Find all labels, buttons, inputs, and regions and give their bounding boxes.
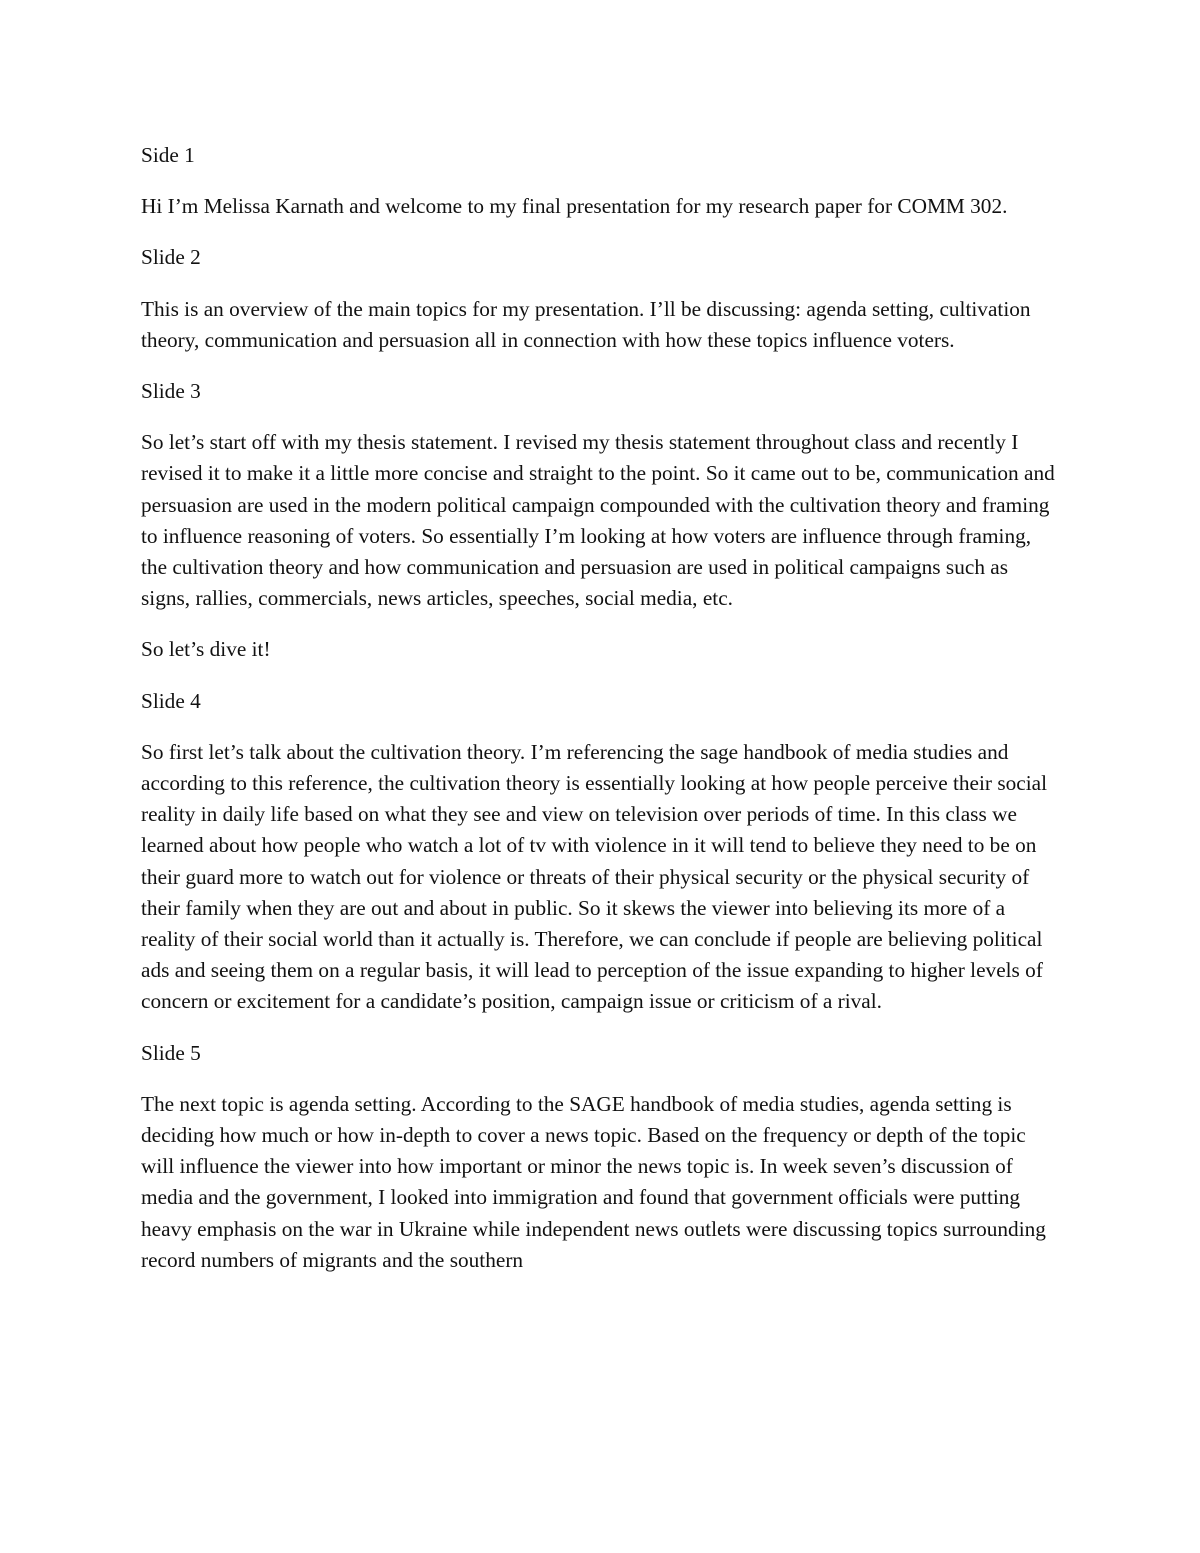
heading-side-1: Side 1: [141, 143, 195, 167]
document-body: [141, 140, 1061, 1296]
paragraph-dive-in: So let’s dive it!: [141, 637, 271, 662]
heading-slide-3: Slide 3: [141, 379, 201, 404]
heading-slide-2: Slide 2: [141, 245, 201, 270]
paragraph-agenda-setting: The next topic is agenda setting. According to the SAGE handbook of media studies, agenda setting is deciding how much or how in-depth to cover a news topic. Based on the frequency or depth of the topic will influence the viewer into how important or minor the news topic is. In week seven’s discussion of media and the government, I looked into immigration and found that government officials were putting heavy emphasis on the war in Ukraine while independent news outlets were discussing topics surrounding record numbers of migrants and the southern: [141, 1091, 1046, 1272]
paragraph-intro: Hi I’m Melissa Karnath and welcome to my final presentation for my research paper for COMM 302.: [141, 194, 1008, 219]
heading-slide-5: Slide 5: [141, 1040, 201, 1065]
paragraph-thesis: So let’s start off with my thesis statement. I revised my thesis statement throughout class and recently I revised it to make it a little more concise and straight to the point. So it came out to be, communication and persuasion are used in the modern political campaign compounded with the cultivation theory and framing to influence reasoning of voters. So essentially I’m looking at how voters are influence through framing, the cultivation theory and how communication and persuasion are used in political campaigns such as signs, rallies, commercials, news articles, speeches, social media, etc.: [141, 430, 1055, 611]
heading-slide-4: Slide 4: [141, 688, 201, 713]
paragraph-cultivation-theory: So first let’s talk about the cultivation theory. I’m referencing the sage handbook of media studies and according to this reference, the cultivation theory is essentially looking at how people perceive their social reality in daily life based on what they see and view on television over periods of time. In this class we learned about how people who watch a lot of tv with violence in it will tend to believe they need to be on their guard more to watch out for violence or threats of their physical security or the physical security of their family when they are out and about in public. So it skews the viewer into believing its more of a reality of their social world than it actually is. Therefore, we can conclude if people are believing political ads and seeing them on a regular basis, it will lead to perception of the issue expanding to higher levels of concern or excitement for a candidate’s position, campaign issue or criticism of a rival.: [141, 739, 1047, 1014]
paragraph-overview: This is an overview of the main topics for my presentation. I’ll be discussing: agenda setting, cultivation theory, communication and persuasion all in connection with how these topics influence voters.: [141, 296, 1031, 352]
